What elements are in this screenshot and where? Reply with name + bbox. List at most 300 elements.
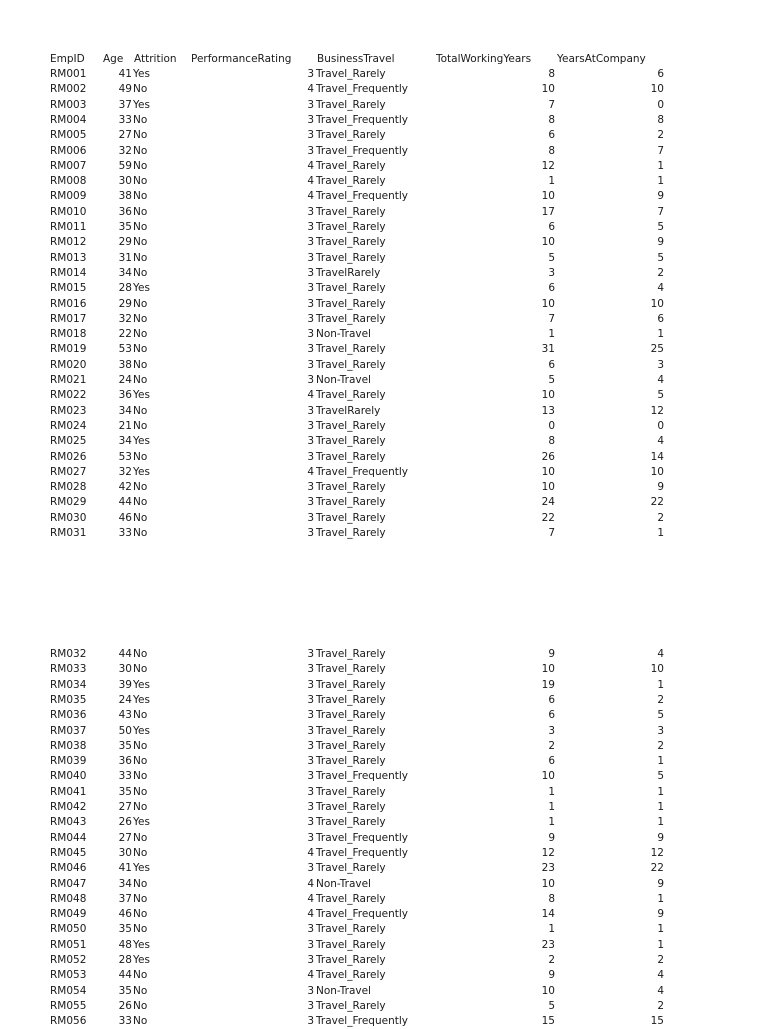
cell-total-working-years: 1 bbox=[548, 816, 555, 829]
cell-total-working-years: 5 bbox=[548, 251, 555, 264]
cell-years-at-company: 9 bbox=[657, 236, 664, 249]
cell-empid: RM020 bbox=[50, 358, 87, 371]
cell-total-working-years: 31 bbox=[541, 343, 555, 356]
cell-years-at-company: 2 bbox=[657, 954, 664, 966]
cell-attrition: Yes bbox=[133, 389, 150, 402]
cell-age: 53 bbox=[118, 450, 132, 463]
cell-total-working-years: 6 bbox=[548, 755, 555, 768]
cell-total-working-years: 0 bbox=[548, 419, 555, 432]
cell-age: 44 bbox=[118, 648, 132, 660]
cell-total-working-years: 15 bbox=[541, 1015, 555, 1028]
cell-empid: RM019 bbox=[50, 343, 87, 356]
table-row bbox=[0, 82, 768, 97]
cell-total-working-years: 6 bbox=[548, 709, 555, 722]
cell-business-travel: Travel_Rarely bbox=[316, 129, 386, 142]
cell-total-working-years: 3 bbox=[548, 266, 555, 279]
cell-age: 36 bbox=[118, 755, 132, 768]
cell-total-working-years: 8 bbox=[548, 144, 555, 157]
cell-business-travel: Travel_Rarely bbox=[316, 663, 386, 676]
cell-age: 29 bbox=[118, 236, 132, 249]
table-row bbox=[0, 662, 768, 677]
cell-business-travel: Travel_Rarely bbox=[316, 236, 386, 249]
cell-attrition: No bbox=[133, 113, 148, 126]
table-row bbox=[0, 877, 768, 892]
cell-business-travel: TravelRarely bbox=[316, 404, 381, 417]
cell-empid: RM006 bbox=[50, 144, 87, 157]
cell-total-working-years: 10 bbox=[541, 389, 555, 402]
table-row bbox=[0, 708, 768, 723]
cell-total-working-years: 10 bbox=[541, 190, 555, 203]
cell-attrition: No bbox=[133, 251, 148, 264]
cell-business-travel: Travel_Frequently bbox=[316, 831, 408, 844]
cell-years-at-company: 5 bbox=[657, 709, 664, 722]
cell-empid: RM053 bbox=[50, 969, 87, 982]
cell-years-at-company: 0 bbox=[657, 98, 664, 111]
cell-empid: RM021 bbox=[50, 374, 87, 386]
cell-attrition: No bbox=[133, 709, 148, 722]
cell-age: 43 bbox=[118, 709, 132, 722]
cell-performance-rating: 3 bbox=[307, 724, 314, 737]
cell-empid: RM028 bbox=[50, 481, 87, 494]
cell-total-working-years: 5 bbox=[548, 374, 555, 386]
cell-years-at-company: 15 bbox=[650, 1015, 664, 1028]
table-row bbox=[0, 769, 768, 784]
cell-business-travel: Travel_Rarely bbox=[316, 862, 386, 875]
cell-empid: RM040 bbox=[50, 770, 87, 783]
cell-performance-rating: 3 bbox=[307, 343, 314, 356]
cell-performance-rating: 3 bbox=[307, 266, 314, 279]
cell-years-at-company: 2 bbox=[657, 266, 664, 279]
cell-age: 35 bbox=[118, 739, 132, 752]
cell-performance-rating: 4 bbox=[307, 83, 314, 96]
cell-business-travel: Travel_Frequently bbox=[316, 190, 408, 203]
table-row bbox=[0, 144, 768, 159]
cell-total-working-years: 10 bbox=[541, 83, 555, 96]
cell-business-travel: Travel_Rarely bbox=[316, 98, 386, 111]
cell-performance-rating: 4 bbox=[307, 877, 314, 890]
cell-total-working-years: 10 bbox=[541, 236, 555, 249]
cell-years-at-company: 25 bbox=[650, 343, 664, 356]
table-row bbox=[0, 678, 768, 693]
cell-performance-rating: 3 bbox=[307, 770, 314, 783]
cell-years-at-company: 4 bbox=[657, 969, 664, 982]
cell-business-travel: Travel_Rarely bbox=[316, 282, 386, 295]
cell-performance-rating: 3 bbox=[307, 221, 314, 233]
cell-total-working-years: 8 bbox=[548, 68, 555, 80]
cell-attrition: No bbox=[133, 374, 148, 386]
cell-attrition: No bbox=[133, 739, 148, 752]
cell-business-travel: Travel_Rarely bbox=[316, 739, 386, 752]
cell-business-travel: Travel_Rarely bbox=[316, 175, 386, 188]
cell-empid: RM047 bbox=[50, 877, 87, 890]
table-row bbox=[0, 800, 768, 815]
table-row bbox=[0, 754, 768, 769]
cell-age: 35 bbox=[118, 984, 132, 997]
cell-years-at-company: 9 bbox=[657, 877, 664, 890]
cell-empid: RM052 bbox=[50, 954, 87, 966]
cell-business-travel: Travel_Rarely bbox=[316, 389, 386, 402]
cell-performance-rating: 3 bbox=[307, 511, 314, 524]
cell-empid: RM026 bbox=[50, 450, 87, 463]
header-row bbox=[0, 52, 768, 67]
table-row bbox=[0, 388, 768, 403]
cell-total-working-years: 12 bbox=[541, 159, 555, 172]
cell-total-working-years: 8 bbox=[548, 892, 555, 905]
cell-age: 34 bbox=[118, 877, 132, 890]
table-row bbox=[0, 113, 768, 128]
cell-total-working-years: 1 bbox=[548, 923, 555, 936]
cell-age: 27 bbox=[118, 129, 132, 142]
cell-empid: RM004 bbox=[50, 113, 87, 126]
cell-empid: RM014 bbox=[50, 266, 87, 279]
cell-business-travel: Travel_Rarely bbox=[316, 251, 386, 264]
cell-performance-rating: 3 bbox=[307, 113, 314, 126]
table-row bbox=[0, 419, 768, 434]
cell-business-travel: Travel_Rarely bbox=[316, 709, 386, 722]
cell-empid: RM035 bbox=[50, 693, 87, 706]
cell-attrition: Yes bbox=[133, 678, 150, 691]
table-row bbox=[0, 297, 768, 312]
cell-business-travel: Travel_Rarely bbox=[316, 938, 386, 951]
table-row bbox=[0, 953, 768, 968]
table-row bbox=[0, 693, 768, 708]
cell-business-travel: Travel_Rarely bbox=[316, 312, 386, 325]
cell-attrition: No bbox=[133, 205, 148, 218]
cell-performance-rating: 3 bbox=[307, 236, 314, 249]
cell-total-working-years: 23 bbox=[541, 862, 555, 875]
table-row bbox=[0, 220, 768, 235]
table-row bbox=[0, 174, 768, 189]
cell-business-travel: Travel_Rarely bbox=[316, 205, 386, 218]
cell-total-working-years: 6 bbox=[548, 693, 555, 706]
table-row bbox=[0, 495, 768, 510]
cell-performance-rating: 3 bbox=[307, 404, 314, 417]
header-total-working-years: TotalWorkingYears bbox=[436, 53, 532, 65]
cell-business-travel: Travel_Rarely bbox=[316, 527, 386, 539]
cell-age: 31 bbox=[118, 251, 132, 264]
cell-performance-rating: 3 bbox=[307, 1015, 314, 1028]
cell-total-working-years: 10 bbox=[541, 770, 555, 783]
header-years-at-company: YearsAtCompany bbox=[557, 53, 646, 65]
cell-age: 30 bbox=[118, 846, 132, 859]
cell-total-working-years: 1 bbox=[548, 785, 555, 798]
header-business-travel: BusinessTravel bbox=[317, 53, 395, 65]
cell-business-travel: Travel_Rarely bbox=[316, 419, 386, 432]
cell-attrition: No bbox=[133, 419, 148, 432]
cell-years-at-company: 2 bbox=[657, 693, 664, 706]
cell-business-travel: Non-Travel bbox=[316, 374, 371, 386]
cell-attrition: No bbox=[133, 129, 148, 142]
cell-age: 35 bbox=[118, 785, 132, 798]
table-row bbox=[0, 342, 768, 357]
table-row bbox=[0, 861, 768, 876]
cell-performance-rating: 3 bbox=[307, 663, 314, 676]
cell-empid: RM024 bbox=[50, 419, 87, 432]
cell-age: 22 bbox=[118, 328, 132, 341]
cell-attrition: No bbox=[133, 266, 148, 279]
cell-age: 53 bbox=[118, 343, 132, 356]
cell-performance-rating: 4 bbox=[307, 846, 314, 859]
cell-years-at-company: 9 bbox=[657, 831, 664, 844]
table-row bbox=[0, 235, 768, 250]
cell-empid: RM032 bbox=[50, 648, 87, 660]
cell-empid: RM003 bbox=[50, 98, 87, 111]
cell-performance-rating: 3 bbox=[307, 481, 314, 494]
cell-age: 27 bbox=[118, 831, 132, 844]
cell-years-at-company: 7 bbox=[657, 205, 664, 218]
cell-attrition: Yes bbox=[133, 68, 150, 80]
cell-years-at-company: 9 bbox=[657, 908, 664, 921]
cell-years-at-company: 9 bbox=[657, 190, 664, 203]
cell-age: 49 bbox=[118, 83, 132, 96]
cell-total-working-years: 7 bbox=[548, 527, 555, 539]
table-row bbox=[0, 922, 768, 937]
cell-attrition: No bbox=[133, 159, 148, 172]
cell-business-travel: Travel_Rarely bbox=[316, 678, 386, 691]
cell-business-travel: Travel_Rarely bbox=[316, 435, 386, 448]
cell-performance-rating: 3 bbox=[307, 98, 314, 111]
cell-empid: RM045 bbox=[50, 846, 87, 859]
cell-performance-rating: 3 bbox=[307, 693, 314, 706]
cell-years-at-company: 3 bbox=[657, 358, 664, 371]
cell-business-travel: Travel_Rarely bbox=[316, 343, 386, 356]
cell-attrition: No bbox=[133, 663, 148, 676]
cell-years-at-company: 9 bbox=[657, 481, 664, 494]
cell-empid: RM036 bbox=[50, 709, 87, 722]
cell-total-working-years: 6 bbox=[548, 129, 555, 142]
cell-performance-rating: 3 bbox=[307, 328, 314, 341]
cell-attrition: No bbox=[133, 481, 148, 494]
cell-business-travel: Travel_Frequently bbox=[316, 83, 408, 96]
cell-empid: RM012 bbox=[50, 236, 87, 249]
cell-performance-rating: 3 bbox=[307, 923, 314, 936]
table-row bbox=[0, 189, 768, 204]
cell-performance-rating: 3 bbox=[307, 527, 314, 539]
cell-performance-rating: 3 bbox=[307, 312, 314, 325]
cell-total-working-years: 6 bbox=[548, 221, 555, 233]
cell-years-at-company: 12 bbox=[650, 404, 664, 417]
cell-attrition: No bbox=[133, 496, 148, 509]
cell-years-at-company: 1 bbox=[657, 527, 664, 539]
cell-total-working-years: 17 bbox=[541, 205, 555, 218]
cell-attrition: No bbox=[133, 144, 148, 157]
cell-years-at-company: 5 bbox=[657, 251, 664, 264]
header-age: Age bbox=[103, 53, 124, 65]
cell-performance-rating: 3 bbox=[307, 709, 314, 722]
cell-total-working-years: 22 bbox=[541, 511, 555, 524]
cell-years-at-company: 22 bbox=[650, 862, 664, 875]
cell-empid: RM017 bbox=[50, 312, 87, 325]
cell-years-at-company: 10 bbox=[650, 465, 664, 478]
cell-years-at-company: 4 bbox=[657, 282, 664, 295]
table-row bbox=[0, 327, 768, 342]
table-row bbox=[0, 892, 768, 907]
cell-total-working-years: 10 bbox=[541, 984, 555, 997]
cell-years-at-company: 8 bbox=[657, 113, 664, 126]
cell-performance-rating: 4 bbox=[307, 892, 314, 905]
cell-age: 26 bbox=[118, 816, 132, 829]
cell-empid: RM023 bbox=[50, 404, 87, 417]
table-row bbox=[0, 465, 768, 480]
cell-age: 38 bbox=[118, 190, 132, 203]
cell-age: 46 bbox=[118, 908, 132, 921]
cell-business-travel: Travel_Frequently bbox=[316, 770, 408, 783]
table-row bbox=[0, 67, 768, 82]
cell-performance-rating: 3 bbox=[307, 801, 314, 813]
table-row bbox=[0, 526, 768, 541]
cell-years-at-company: 1 bbox=[657, 175, 664, 188]
cell-business-travel: Travel_Rarely bbox=[316, 999, 386, 1012]
cell-attrition: No bbox=[133, 511, 148, 524]
cell-years-at-company: 4 bbox=[657, 648, 664, 660]
cell-age: 28 bbox=[118, 282, 132, 295]
cell-business-travel: Travel_Rarely bbox=[316, 297, 386, 310]
cell-business-travel: Travel_Frequently bbox=[316, 846, 408, 859]
cell-total-working-years: 10 bbox=[541, 297, 555, 310]
cell-business-travel: Travel_Rarely bbox=[316, 68, 386, 80]
cell-years-at-company: 22 bbox=[650, 496, 664, 509]
cell-attrition: No bbox=[133, 831, 148, 844]
cell-empid: RM046 bbox=[50, 862, 87, 875]
cell-total-working-years: 9 bbox=[548, 969, 555, 982]
cell-attrition: No bbox=[133, 175, 148, 188]
cell-performance-rating: 3 bbox=[307, 251, 314, 264]
cell-empid: RM033 bbox=[50, 663, 87, 676]
cell-total-working-years: 14 bbox=[541, 908, 555, 921]
cell-business-travel: Travel_Frequently bbox=[316, 465, 408, 478]
cell-business-travel: Travel_Rarely bbox=[316, 358, 386, 371]
cell-attrition: No bbox=[133, 755, 148, 768]
table-row bbox=[0, 724, 768, 739]
cell-attrition: Yes bbox=[133, 954, 150, 966]
cell-years-at-company: 2 bbox=[657, 511, 664, 524]
cell-performance-rating: 4 bbox=[307, 175, 314, 188]
cell-empid: RM043 bbox=[50, 816, 87, 829]
cell-attrition: No bbox=[133, 923, 148, 936]
cell-years-at-company: 12 bbox=[650, 846, 664, 859]
cell-attrition: No bbox=[133, 801, 148, 813]
cell-business-travel: Non-Travel bbox=[316, 328, 371, 341]
cell-empid: RM030 bbox=[50, 511, 87, 524]
cell-age: 35 bbox=[118, 221, 132, 233]
cell-years-at-company: 1 bbox=[657, 755, 664, 768]
table-row bbox=[0, 281, 768, 296]
cell-attrition: No bbox=[133, 190, 148, 203]
cell-attrition: Yes bbox=[133, 98, 150, 111]
cell-years-at-company: 4 bbox=[657, 984, 664, 997]
header-attrition: Attrition bbox=[134, 53, 177, 65]
cell-business-travel: Travel_Rarely bbox=[316, 816, 386, 829]
table-row bbox=[0, 98, 768, 113]
table-row bbox=[0, 373, 768, 388]
cell-years-at-company: 4 bbox=[657, 374, 664, 386]
cell-age: 44 bbox=[118, 496, 132, 509]
cell-age: 32 bbox=[118, 465, 132, 478]
cell-performance-rating: 3 bbox=[307, 999, 314, 1012]
cell-performance-rating: 3 bbox=[307, 739, 314, 752]
table-row bbox=[0, 846, 768, 861]
cell-attrition: No bbox=[133, 358, 148, 371]
cell-total-working-years: 6 bbox=[548, 282, 555, 295]
cell-empid: RM010 bbox=[50, 205, 87, 218]
cell-empid: RM007 bbox=[50, 159, 87, 172]
cell-attrition: No bbox=[133, 450, 148, 463]
cell-empid: RM027 bbox=[50, 465, 87, 478]
cell-empid: RM031 bbox=[50, 527, 87, 539]
cell-age: 21 bbox=[118, 419, 132, 432]
cell-attrition: No bbox=[133, 969, 148, 982]
cell-total-working-years: 1 bbox=[548, 175, 555, 188]
cell-years-at-company: 14 bbox=[650, 450, 664, 463]
cell-empid: RM037 bbox=[50, 724, 87, 737]
header-empid: EmpID bbox=[50, 53, 85, 65]
cell-attrition: Yes bbox=[133, 435, 150, 448]
cell-years-at-company: 1 bbox=[657, 678, 664, 691]
cell-business-travel: Travel_Rarely bbox=[316, 785, 386, 798]
cell-performance-rating: 3 bbox=[307, 129, 314, 142]
cell-attrition: No bbox=[133, 785, 148, 798]
cell-business-travel: TravelRarely bbox=[316, 266, 381, 279]
cell-business-travel: Travel_Frequently bbox=[316, 908, 408, 921]
cell-age: 28 bbox=[118, 954, 132, 966]
cell-attrition: No bbox=[133, 343, 148, 356]
cell-empid: RM009 bbox=[50, 190, 87, 203]
cell-business-travel: Travel_Frequently bbox=[316, 113, 408, 126]
cell-performance-rating: 3 bbox=[307, 648, 314, 660]
cell-performance-rating: 3 bbox=[307, 419, 314, 432]
cell-age: 42 bbox=[118, 481, 132, 494]
table-row bbox=[0, 358, 768, 373]
cell-attrition: No bbox=[133, 984, 148, 997]
cell-business-travel: Travel_Rarely bbox=[316, 159, 386, 172]
cell-attrition: Yes bbox=[133, 724, 150, 737]
cell-business-travel: Travel_Rarely bbox=[316, 511, 386, 524]
cell-empid: RM005 bbox=[50, 129, 87, 142]
cell-age: 30 bbox=[118, 663, 132, 676]
cell-age: 29 bbox=[118, 297, 132, 310]
cell-age: 32 bbox=[118, 144, 132, 157]
table-row bbox=[0, 739, 768, 754]
cell-attrition: No bbox=[133, 236, 148, 249]
cell-age: 32 bbox=[118, 312, 132, 325]
table-row bbox=[0, 938, 768, 953]
cell-performance-rating: 3 bbox=[307, 785, 314, 798]
cell-age: 37 bbox=[118, 892, 132, 905]
cell-age: 37 bbox=[118, 98, 132, 111]
cell-age: 27 bbox=[118, 801, 132, 813]
cell-empid: RM056 bbox=[50, 1015, 87, 1028]
cell-attrition: No bbox=[133, 908, 148, 921]
cell-performance-rating: 3 bbox=[307, 205, 314, 218]
cell-performance-rating: 4 bbox=[307, 908, 314, 921]
cell-age: 36 bbox=[118, 205, 132, 218]
cell-performance-rating: 3 bbox=[307, 816, 314, 829]
cell-performance-rating: 3 bbox=[307, 862, 314, 875]
table-row bbox=[0, 450, 768, 465]
cell-age: 50 bbox=[118, 724, 132, 737]
cell-age: 44 bbox=[118, 969, 132, 982]
cell-business-travel: Travel_Rarely bbox=[316, 648, 386, 660]
cell-business-travel: Travel_Rarely bbox=[316, 969, 386, 982]
cell-empid: RM054 bbox=[50, 984, 87, 997]
cell-age: 33 bbox=[118, 113, 132, 126]
cell-business-travel: Travel_Rarely bbox=[316, 693, 386, 706]
cell-performance-rating: 3 bbox=[307, 297, 314, 310]
cell-empid: RM022 bbox=[50, 389, 87, 402]
cell-years-at-company: 1 bbox=[657, 892, 664, 905]
cell-total-working-years: 24 bbox=[541, 496, 555, 509]
cell-age: 38 bbox=[118, 358, 132, 371]
